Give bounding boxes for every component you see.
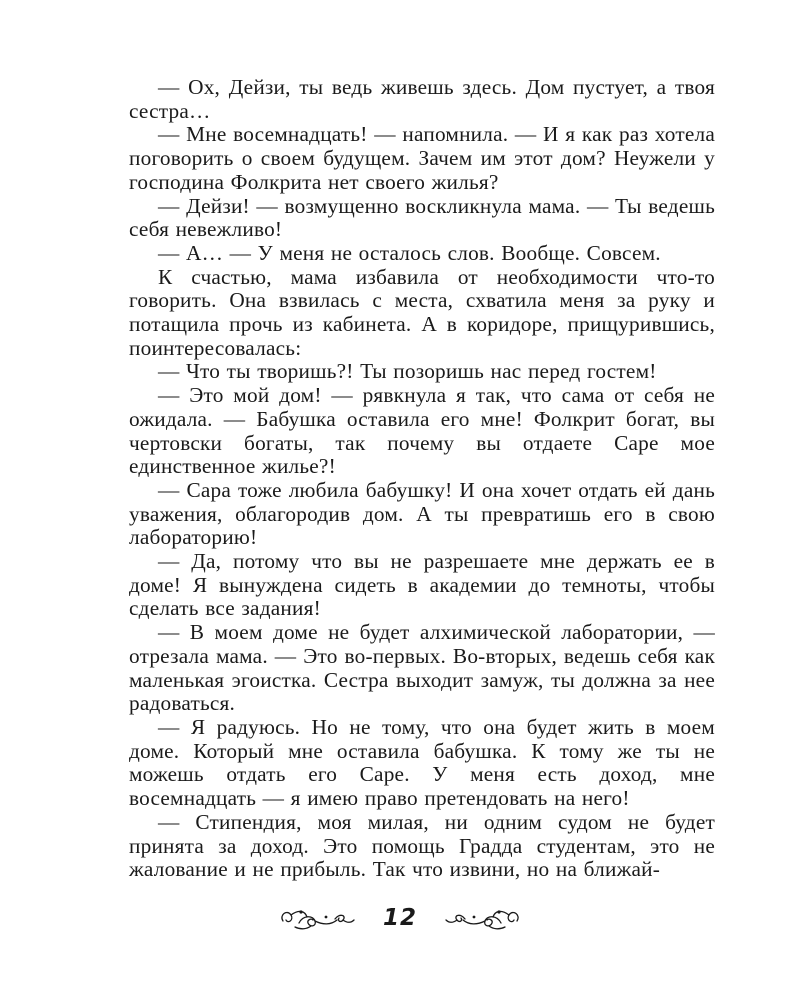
page-footer	[0, 898, 800, 938]
paragraph: — Стипендия, моя милая, ни одним судом не будет принята за доход. Это помощь Градда студентам, это не жалование и не прибыль. Так что извини, но на ближай-	[129, 809, 715, 882]
page-number: 12	[382, 905, 417, 931]
ornament-flourish-icon	[277, 903, 357, 933]
page-text	[129, 76, 715, 882]
paragraph: — В моем доме не будет алхимической лаборатории, — отрезала мама. — Это во-первых. Во-вторых, ведешь себя как маленькая эгоистка. Сестра выходит замуж, ты должна за нее радоваться.	[129, 620, 715, 716]
paragraph: — Это мой дом! — рявкнула я так, что сама от себя не ожидала. — Бабушка оставила его мне! Фолкрит богат, вы чертовски богаты, так почему вы отдаете Саре мое единственное жилье?!	[129, 383, 715, 479]
paragraph: — Да, потому что вы не разрешаете мне держать ее в доме! Я вынуждена сидеть в академии до темноты, чтобы сделать все задания!	[129, 549, 715, 621]
ornament-flourish-icon	[443, 903, 523, 933]
paragraph: — Мне восемнадцать! — напомнила. — И я как раз хотела поговорить о своем будущем. Зачем им этот дом? Неужели у господина Фолкрита нет своего жилья?	[129, 122, 715, 194]
paragraph: К счастью, мама избавила от необходимости что-то говорить. Она взвилась с места, схватила меня за руку и потащила прочь из кабинета. А в коридоре, прищурившись, поинтересовалась:	[129, 264, 715, 360]
paragraph: — Дейзи! — возмущенно воскликнула мама. — Ты ведешь себя невежливо!	[129, 193, 715, 242]
paragraph: — Ох, Дейзи, ты ведь живешь здесь. Дом пустует, а твоя сестра…	[129, 75, 715, 123]
paragraph: — А… — У меня не осталось слов. Вообще. Совсем.	[158, 240, 661, 265]
paragraph: — Что ты творишь?! Ты позоришь нас перед гостем!	[158, 359, 657, 384]
paragraph: — Я радуюсь. Но не тому, что она будет жить в моем доме. Который мне оставила бабушка. К тому же ты не можешь отдать его Саре. У меня есть доход, мне восемнадцать — я имею право претендовать на него!	[129, 714, 715, 811]
paragraph: — Сара тоже любила бабушку! И она хочет отдать ей дань уважения, облагородив дом. А ты превратишь его в свою лабораторию!	[129, 477, 715, 550]
